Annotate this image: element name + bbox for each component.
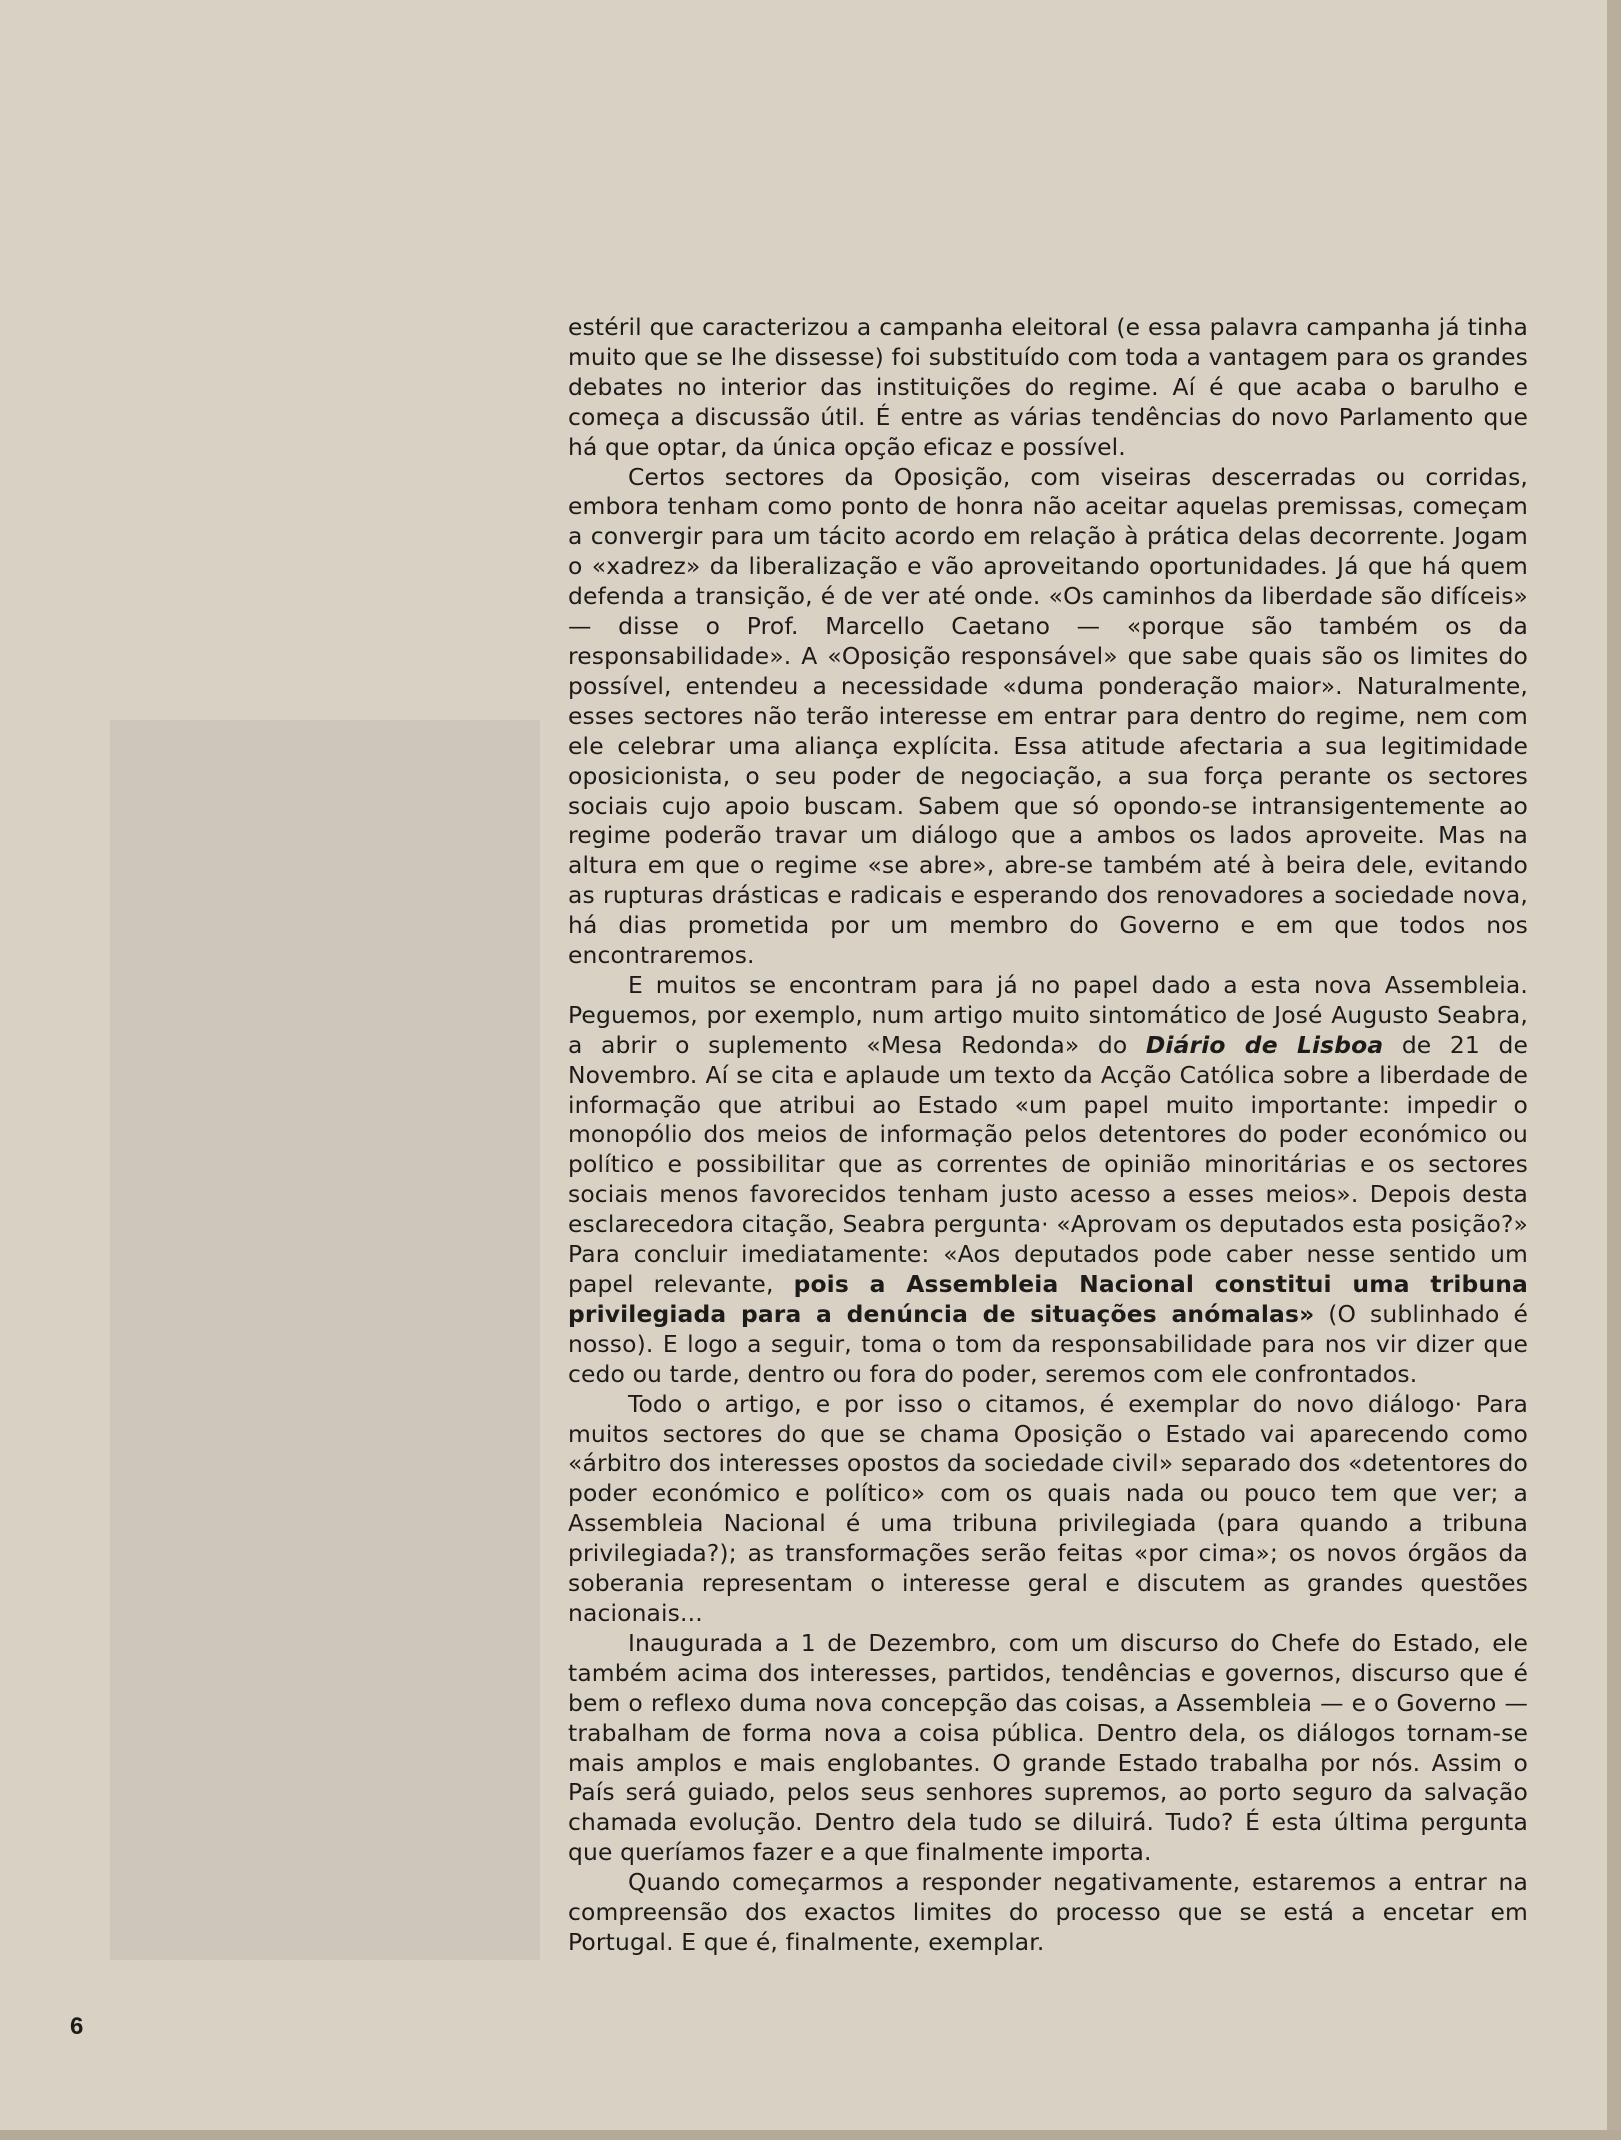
paragraph-4 xyxy=(568,1390,1528,1629)
paragraph-3-text-a: E muitos se encontram para já no papel dado a esta nova Assembleia. Peguemos, por exemplo, num artigo muito sintomático de José Augusto Seabra, a abrir o suplemento «Mesa Redonda» do xyxy=(568,970,1528,1059)
paragraph-3-text-b: de 21 de Novembro. Aí se cita e aplaude um texto da Acção Católica sobre a liberdade de informação que atribui ao Estado «um papel muito importante: impedir o monopólio dos meios de informação pelos detentores do poder económico ou político e possibilitar que as correntes de opinião minoritárias e os sectores sociais menos favorecidos tenham justo acesso a esses meios». Depois desta esclarecedora citação, Seabra pergunta· «Aprovam os deputados esta posição?» Para concluir imediatamente: «Aos deputados pode caber nesse sentido um papel relevante, xyxy=(568,1030,1528,1298)
page-edge-bottom xyxy=(0,2130,1621,2140)
page-number: 6 xyxy=(70,2013,84,2040)
paragraph-6 xyxy=(568,1868,1528,1958)
paragraph-1-text: estéril que caracterizou a campanha eleitoral (e essa palavra campanha já tinha muito que se lhe dissesse) foi substituído com toda a vantagem para os grandes debates no interior das instituições do regime. Aí é que acaba o barulho e começa a discussão útil. É entre as várias tendências do novo Parlamento que há que optar, da única opção eficaz e possível. xyxy=(568,313,1528,461)
paragraph-2-text: Certos sectores da Oposição, com viseiras descerradas ou corridas, embora tenham como ponto de honra não aceitar aquelas premissas, começam a convergir para um tácito acordo em relação à prática delas decorrente. Jogam o «xadrez» da liberalização e vão aproveitando oportunidades. Já que há quem defenda a transição, é de ver até onde. «Os caminhos da liberdade são difíceis» — disse o Prof. Marcello Caetano — «porque são também os da responsabilidade». A «Oposição responsável» que sabe quais são os limites do possível, entendeu a necessidade «duma ponderação maior». Naturalmente, esses sectores não terão interesse em entrar para dentro do regime, nem com ele celebrar uma aliança explícita. Essa atitude afectaria a sua legitimidade oposicionista, o seu poder de negociação, a sua força perante os sectores sociais cujo apoio buscam. Sabem que só opondo-se intransigentemente ao regime poderão travar um diálogo que a ambos os lados aproveite. Mas na altura em que o regime «se abre», abre-se também até à beira dele, evitando as rupturas drásticas e radicais e esperando dos renovadores a sociedade nova, há dias prometida por um membro do Governo e em que todos nos encontraremos. xyxy=(568,462,1528,970)
newspaper-title: Diário de Lisboa xyxy=(1145,1030,1384,1059)
page-edge-right xyxy=(1607,0,1621,2140)
paragraph-6-text: Quando começarmos a responder negativamente, estaremos a entrar na compreensão dos exactos limites do processo que se está a encetar em Portugal. E que é, finalmente, exemplar. xyxy=(568,1868,1528,1956)
paragraph-1 xyxy=(568,313,1528,463)
article-body xyxy=(568,313,1528,1958)
paragraph-5 xyxy=(568,1629,1528,1868)
paragraph-5-text: Inaugurada a 1 de Dezembro, com um discurso do Chefe do Estado, ele também acima dos interesses, partidos, tendências e governos, discurso que é bem o reflexo duma nova concepção das coisas, a Assembleia — e o Governo — trabalham de forma nova a coisa pública. Dentro dela, os diálogos tornam-se mais amplos e mais englobantes. O grande Estado trabalha por nós. Assim o País será guiado, pelos seus senhores supremos, ao porto seguro da salvação chamada evolução. Dentro dela tudo se diluirá. Tudo? É esta última pergunta que queríamos fazer e a que finalmente importa. xyxy=(568,1628,1528,1867)
page-shadow xyxy=(110,720,540,1960)
emphasized-quote: pois a Assembleia Nacional constitui uma tribuna privilegiada para a denúncia de situações anómalas» xyxy=(568,1270,1528,1328)
paragraph-4-text: Todo o artigo, e por isso o citamos, é exemplar do novo diálogo· Para muitos sectores do que se chama Oposição o Estado vai aparecendo como «árbitro dos interesses opostos da sociedade civil» separado dos «detentores do poder económico e político» com os quais nada ou pouco tem que ver; a Assembleia Nacional é uma tribuna privilegiada (para quando a tribuna privilegiada?); as transformações serão feitas «por cima»; os novos órgãos da soberania representam o interesse geral e discutem as grandes questões nacionais... xyxy=(568,1389,1528,1627)
paragraph-3-text-c: (O sublinhado é nosso). E logo a seguir, toma o tom da responsabilidade para nos vir dizer que cedo ou tarde, dentro ou fora do poder, seremos com ele confrontados. xyxy=(568,1299,1528,1388)
paragraph-2 xyxy=(568,463,1528,971)
paragraph-3 xyxy=(568,971,1528,1390)
